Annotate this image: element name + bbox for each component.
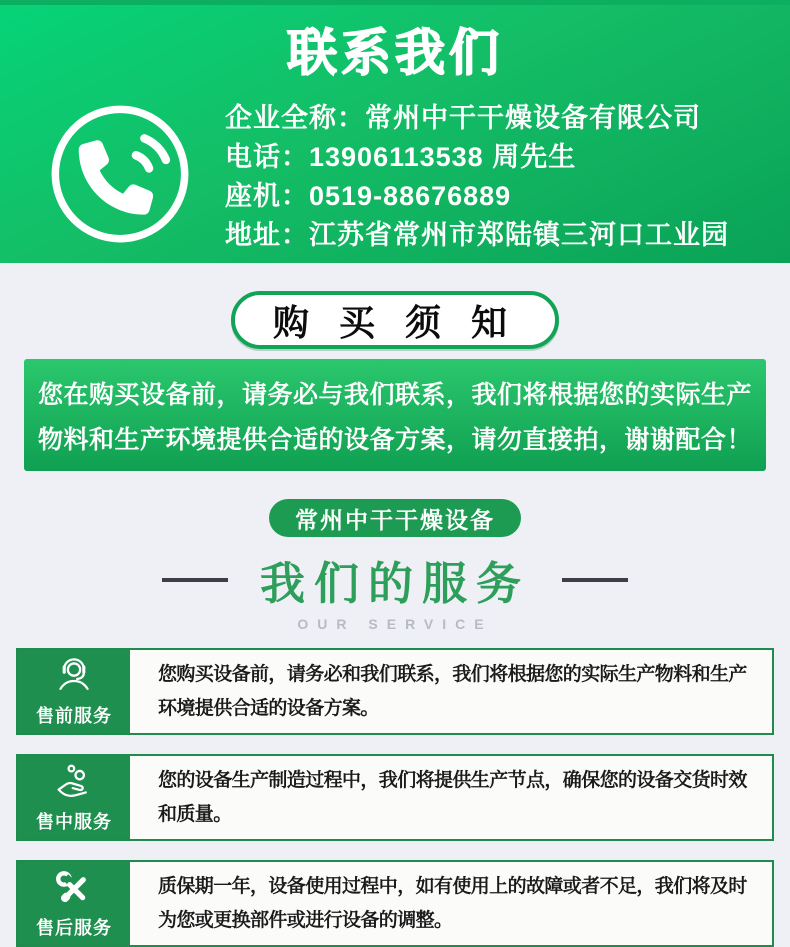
hand-care-icon (53, 762, 95, 804)
brand-pill: 常州中干干燥设备 (269, 499, 521, 537)
contact-lines (225, 97, 729, 255)
contact-line-mobile: 电话：13906113538 周先生 (225, 142, 577, 172)
contact-title: 联系我们 (287, 25, 503, 81)
services-title: 我们的服务 (259, 558, 530, 609)
service-text-aftersale: 质保期一年，设备使用过程中，如有使用上的故障或者不足，我们将及时为您或更换部件或进行设备的调整。 (158, 875, 747, 931)
contact-line-address: 地址：江苏省常州市郑陆镇三河口工业园 (225, 220, 729, 250)
service-tag-midsale (18, 756, 130, 839)
service-tag-presale (18, 650, 130, 733)
phone-icon (45, 99, 195, 249)
heading-dash-right (562, 578, 628, 582)
service-row-aftersale (16, 860, 774, 947)
service-row-presale (16, 648, 774, 735)
contact-line-landline: 座机：0519-88676889 (225, 181, 512, 211)
service-text-midsale: 您的设备生产制造过程中，我们将提供生产节点，确保您的设备交货时效和质量。 (158, 769, 747, 825)
contact-body (0, 97, 790, 255)
service-label-aftersale: 售后服务 (36, 917, 112, 938)
service-label-presale: 售前服务 (36, 705, 112, 726)
service-tag-aftersale (18, 862, 130, 945)
contact-header (0, 0, 790, 263)
services-list (0, 648, 790, 947)
notice-line-2: 物料和生产环境提供合适的设备方案，请勿直接拍，谢谢配合！ (37, 425, 752, 454)
service-label-midsale: 售中服务 (36, 811, 112, 832)
service-row-midsale (16, 754, 774, 841)
heading-dash-left (162, 578, 228, 582)
contact-line-company: 企业全称：常州中干干燥设备有限公司 (225, 103, 701, 133)
tools-icon (53, 868, 95, 910)
purchase-notice-pill: 购 买 须 知 (231, 291, 559, 349)
service-text-presale: 您购买设备前，请务必和我们联系，我们将根据您的实际生产物料和生产环境提供合适的设备方案。 (158, 663, 747, 719)
purchase-notice-box (24, 359, 766, 471)
notice-line-1: 您在购买设备前，请务必与我们联系，我们将根据您的实际生产 (37, 380, 752, 409)
headset-icon (53, 656, 95, 698)
services-subtitle: OUR SERVICE (297, 616, 493, 632)
services-heading (0, 547, 790, 612)
